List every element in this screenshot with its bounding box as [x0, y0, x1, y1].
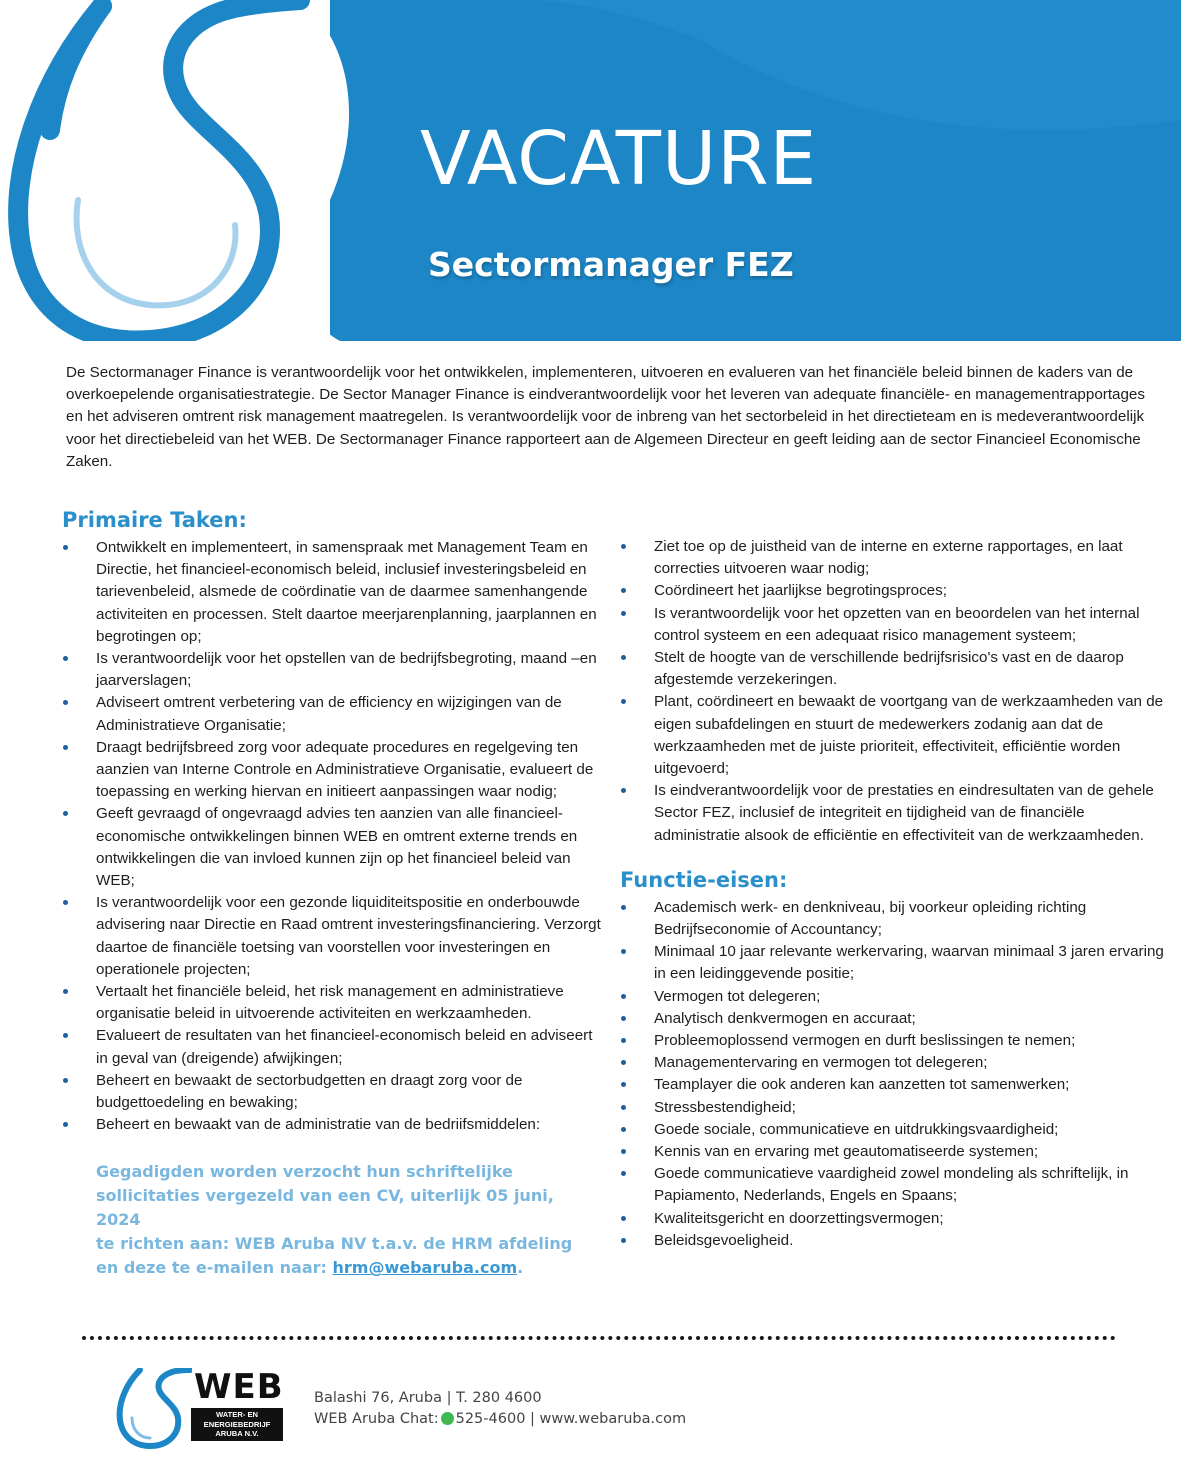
list-item: Is verantwoordelijk voor het opzetten van en beoordelen van het internal control systeem en een adequaat risico management systeem; [620, 603, 1165, 647]
list-item: Probleemoplossend vermogen en durft beslissingen te nemen; [620, 1030, 1165, 1052]
logo-wordmark: WEB [194, 1367, 284, 1407]
list-item: Goede sociale, communicatieve en uitdrukkingsvaardigheid; [620, 1119, 1165, 1141]
list-item: Beheert en bewaakt de sectorbudgetten en draagt zorg voor de budgettoedeling en bewaking; [62, 1070, 602, 1114]
job-title: Sectormanager FEZ [428, 245, 794, 284]
list-item: Ziet toe op de juistheid van de interne en externe rapportages, en laat correcties uitvoeren waar nodig; [620, 536, 1165, 580]
address-line: Balashi 76, Aruba | T. 280 4600 [314, 1390, 542, 1406]
list-item: Academisch werk- en denkniveau, bij voorkeur opleiding richting Bedrijfseconomie of Accountancy; [620, 897, 1165, 941]
requirements-heading: Functie-eisen: [620, 867, 788, 892]
list-item: Kwaliteitsgericht en doorzettingsvermogen; [620, 1208, 1165, 1230]
chat-label: WEB Aruba Chat: [314, 1411, 439, 1427]
list-item: Stelt de hoogte van de verschillende bedrijfsrisico's vast en de daarop afgestemde verzekeringen. [620, 647, 1165, 691]
swirl-inner [77, 200, 236, 305]
list-item: Vermogen tot delegeren; [620, 986, 1165, 1008]
list-item: Coördineert het jaarlijkse begrotingsproces; [620, 580, 1165, 602]
list-item: Geeft gevraagd of ongevraagd advies ten aanzien van alle financieel-economische ontwikkelingen binnen WEB en omtrent externe trends en ontwikkelingen die van invloed kunnen zijn op het financieel beleid van WEB; [62, 803, 602, 892]
email-link[interactable]: hrm@webaruba.com [332, 1258, 518, 1278]
list-item: Managementervaring en vermogen tot delegeren; [620, 1052, 1165, 1074]
closing-line-3: te richten aan: WEB Aruba NV t.a.v. de HRM afdeling [96, 1234, 573, 1254]
left-column [62, 507, 602, 1280]
closing-line-2: sollicitaties vergezeld van een CV, uiterlijk 05 juni, 2024 [96, 1186, 554, 1230]
list-item: Evalueert de resultaten van het financieel-economisch beleid en adviseert in geval van (dreigende) afwijkingen; [62, 1025, 602, 1069]
whatsapp-icon [441, 1412, 454, 1425]
primary-tasks-list-right [620, 536, 1165, 847]
web-logo-swirl-icon [112, 1368, 192, 1450]
list-item: Stressbestendigheid; [620, 1097, 1165, 1119]
list-item: Vertaalt het financiële beleid, het risk management en administratieve organisatie beleid in uitvoerende activiteiten en werkzaamheden. [62, 981, 602, 1025]
primary-tasks-list-left [62, 537, 602, 1136]
web-logo [112, 1368, 292, 1450]
list-item: Beleidsgevoeligheid. [620, 1230, 1165, 1252]
list-item: Draagt bedrijfsbreed zorg voor adequate procedures en regelgeving ten aanzien van Interne Controle en Administratieve Organisatie, evalueert de toepassing en werking hiervan en initieert aanpassingen waar nodig; [62, 737, 602, 804]
dotted-divider [82, 1336, 1116, 1340]
list-item: Is verantwoordelijk voor het opstellen van de bedrijfsbegroting, maand –en jaarverslagen; [62, 648, 602, 692]
page-title: VACATURE [420, 116, 818, 202]
logo-sub-line: ENERGIEBEDRIJF [203, 1419, 271, 1429]
list-item: Goede communicatieve vaardigheid zowel mondeling als schriftelijk, in Papiamento, Nederlands, Engels en Spaans; [620, 1163, 1165, 1207]
list-item: Adviseert omtrent verbetering van de efficiency en wijzigingen van de Administratieve Organisatie; [62, 692, 602, 736]
logo-sub-line: WATER- EN [215, 1410, 259, 1419]
closing-line-4: en deze te e-mailen naar: [96, 1258, 333, 1278]
list-item: Ontwikkelt en implementeert, in samenspraak met Management Team en Directie, het financieel-economisch beleid, inclusief investeringsbeleid en tarievenbeleid, alsmede de coördinatie van de daarmee samenhangende activiteiten en processen. Stelt daartoe meerjarenplanning, jaarplannen en begrotingen op; [62, 537, 602, 648]
intro-paragraph: De Sectormanager Finance is verantwoordelijk voor het ontwikkelen, implementeren, uitvoeren en evalueren van het financiële beleid binnen de kaders van de overkoepelende organisatiestrategie. De Sector Manager Finance is eindverantwoordelijk voor het leveren van adequate financiële- en managementrapportages en het adviseren omtrent risk management maatregelen. Is verantwoordelijk voor de inbreng van het sectorbeleid in het directieteam en is medeverantwoordelijk voor het directiebeleid van het WEB. De Sectormanager Finance rapporteert aan de Algemeen Directeur en geeft leiding aan de sector Financieel Economische Zaken. [66, 364, 1145, 470]
contact-info [314, 1388, 686, 1430]
list-item: Beheert en bewaakt van de administratie van de bedriifsmiddelen: [62, 1114, 602, 1136]
list-item: Teamplayer die ook anderen kan aanzetten tot samenwerken; [620, 1074, 1165, 1096]
chat-line [314, 1409, 686, 1430]
list-item: Plant, coördineert en bewaakt de voortgang van de werkzaamheden van de eigen subafdelingen en stuurt de medewerkers zodanig aan dat de werkzaamheden met de juiste prioriteit, effectiviteit, efficiëntie worden uitgevoerd; [620, 691, 1165, 780]
chat-number-and-website[interactable]: 525-4600 | www.webaruba.com [455, 1411, 687, 1427]
application-instructions [96, 1160, 602, 1280]
primary-tasks-heading: Primaire Taken: [62, 508, 247, 532]
logo-sub-line: ARUBA N.V. [215, 1429, 259, 1438]
logo-subtitle [191, 1408, 283, 1441]
swirl-outer [18, 0, 300, 340]
list-item: Is eindverantwoordelijk voor de prestaties en eindresultaten van de gehele Sector FEZ, inclusief de integriteit en tijdigheid van de financiële administratie alsook de efficiëntie en effectiviteit van de werkzaamheden. [620, 780, 1165, 847]
header-banner [0, 0, 1181, 341]
list-item: Minimaal 10 jaar relevante werkervaring, waarvan minimaal 3 jaren ervaring in een leidinggevende positie; [620, 941, 1165, 985]
list-item: Is verantwoordelijk voor een gezonde liquiditeitspositie en onderbouwde advisering naar Directie en Raad omtrent investeringsfinanciering. Verzorgt daartoe de financiële toetsing van voorstellen voor investeringen en operationele projecten; [62, 892, 602, 981]
closing-line-1: Gegadigden worden verzocht hun schriftelijke [96, 1162, 513, 1182]
list-item: Analytisch denkvermogen en accuraat; [620, 1008, 1165, 1030]
list-item: Kennis van en ervaring met geautomatiseerde systemen; [620, 1141, 1165, 1163]
closing-period: . [517, 1258, 524, 1278]
requirements-list [620, 897, 1165, 1252]
right-column [620, 536, 1165, 1252]
